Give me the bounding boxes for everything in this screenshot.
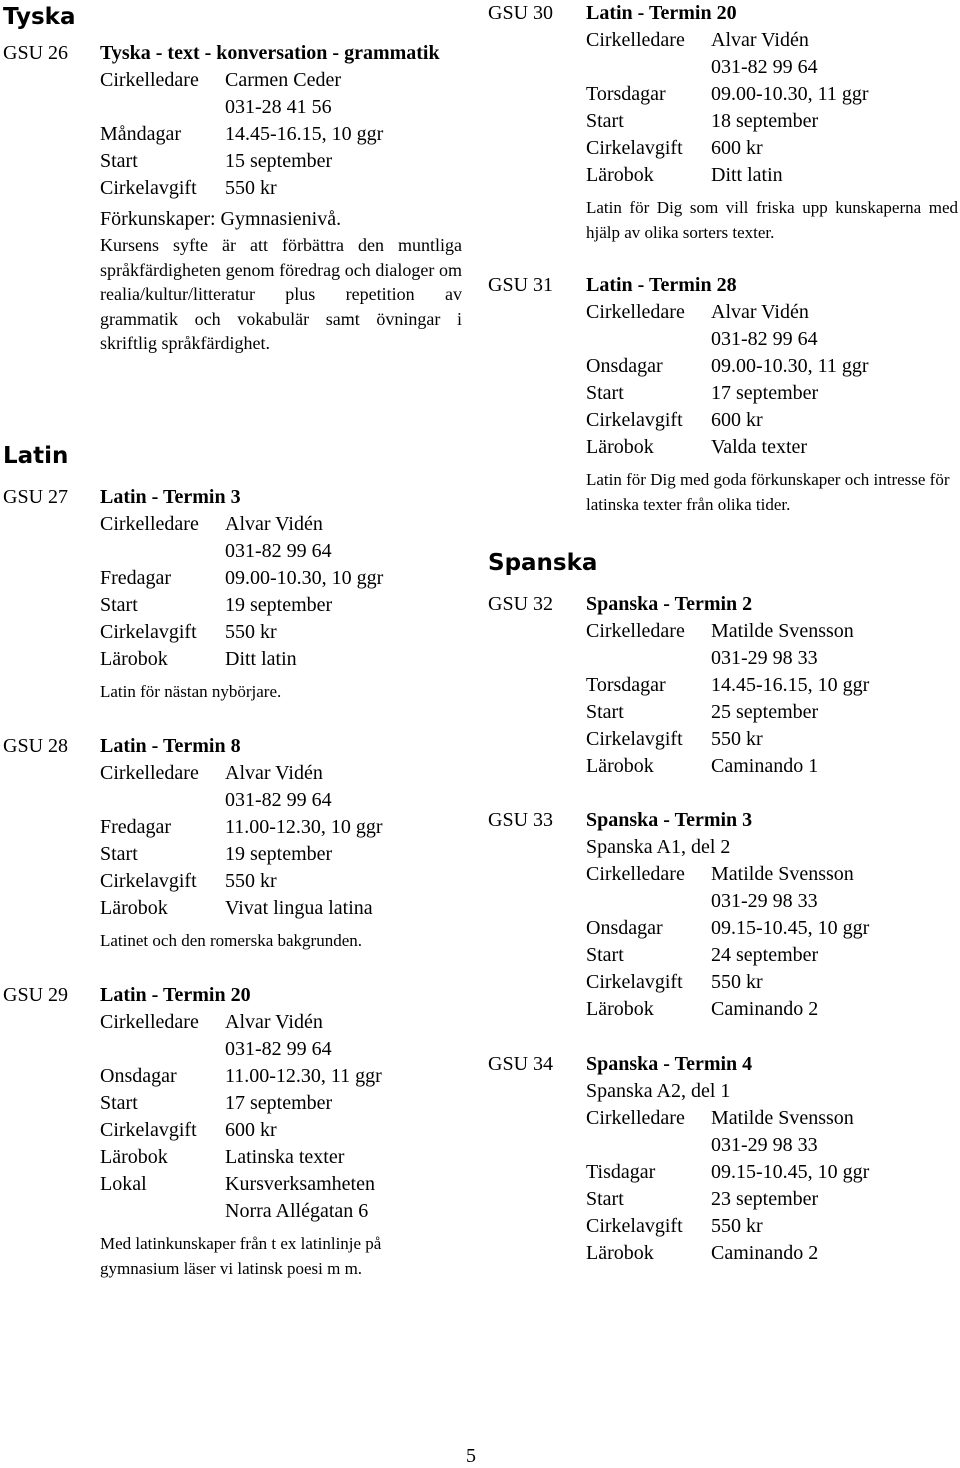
- section-heading-spanska: Spanska: [488, 550, 598, 576]
- time-value: 11.00-12.30, 11 ggr: [225, 1065, 382, 1087]
- leader-label: Cirkelledare: [586, 863, 685, 885]
- schedule-row: [586, 1159, 958, 1186]
- course-subtitle: Spanska A2, del 1: [586, 1080, 731, 1102]
- book-label: Lärobok: [586, 1242, 654, 1264]
- leader-label: Cirkelledare: [100, 762, 199, 784]
- schedule-row: [586, 81, 958, 108]
- course-description: Latin för Dig med goda förkunskaper och intresse för latinska texter från olika tider.: [586, 470, 950, 514]
- day-label: Måndagar: [100, 123, 182, 145]
- start-label: Start: [100, 843, 138, 865]
- start-label: Start: [586, 110, 624, 132]
- schedule-row: [100, 121, 462, 148]
- phone-row: [586, 888, 958, 915]
- phone-row: [100, 538, 462, 565]
- start-row: [586, 380, 958, 407]
- location-address-row: [100, 1198, 462, 1225]
- phone-value: 031-82 99 64: [225, 1038, 332, 1060]
- day-label: Tisdagar: [586, 1161, 656, 1183]
- course-body: [586, 272, 958, 517]
- day-label: Fredagar: [100, 567, 172, 589]
- location-value: Kursverksamheten: [225, 1173, 375, 1195]
- leader-value: Alvar Vidén: [225, 762, 323, 784]
- fee-label: Cirkelavgift: [586, 728, 683, 750]
- book-label: Lärobok: [586, 998, 654, 1020]
- book-label: Lärobok: [100, 897, 168, 919]
- course-title: Latin - Termin 20: [586, 2, 737, 24]
- phone-value: 031-82 99 64: [711, 56, 818, 78]
- book-value: Caminando 2: [711, 998, 819, 1020]
- leader-value: Matilde Svensson: [711, 620, 854, 642]
- leader-label: Cirkelledare: [100, 1011, 199, 1033]
- start-label: Start: [586, 382, 624, 404]
- course-subtitle: Spanska A1, del 2: [586, 836, 731, 858]
- course-body: [586, 1051, 958, 1267]
- schedule-row: [586, 672, 958, 699]
- schedule-row: [586, 915, 958, 942]
- book-row: [586, 162, 958, 189]
- course-code: GSU 34: [488, 1053, 554, 1075]
- book-label: Lärobok: [100, 648, 168, 670]
- leader-row: [586, 27, 958, 54]
- course-title: Latin - Termin 28: [586, 274, 737, 296]
- fee-label: Cirkelavgift: [586, 971, 683, 993]
- fee-value: 600 kr: [711, 137, 763, 159]
- start-label: Start: [586, 1188, 624, 1210]
- book-value: Caminando 1: [711, 755, 819, 777]
- time-value: 09.00-10.30, 11 ggr: [711, 355, 869, 377]
- book-label: Lärobok: [586, 755, 654, 777]
- leader-row: [100, 67, 462, 94]
- start-label: Start: [586, 944, 624, 966]
- time-value: 09.15-10.45, 10 ggr: [711, 1161, 870, 1183]
- schedule-row: [100, 814, 462, 841]
- leader-value: Matilde Svensson: [711, 1107, 854, 1129]
- leader-label: Cirkelledare: [100, 69, 199, 91]
- book-row: [586, 996, 958, 1023]
- phone-row: [586, 326, 958, 353]
- book-label: Lärobok: [586, 164, 654, 186]
- fee-row: [100, 868, 462, 895]
- time-value: 09.00-10.30, 11 ggr: [711, 83, 869, 105]
- phone-value: 031-82 99 64: [225, 789, 332, 811]
- fee-value: 550 kr: [711, 728, 763, 750]
- leader-label: Cirkelledare: [586, 29, 685, 51]
- course-title: Spanska - Termin 3: [586, 809, 753, 831]
- fee-label: Cirkelavgift: [100, 177, 197, 199]
- course-body: [586, 807, 958, 1023]
- phone-row: [586, 54, 958, 81]
- start-value: 19 september: [225, 843, 333, 865]
- phone-value: 031-29 98 33: [711, 890, 818, 912]
- course-title: Latin - Termin 20: [100, 984, 251, 1006]
- leader-row: [586, 1105, 958, 1132]
- fee-value: 550 kr: [225, 621, 277, 643]
- time-value: 09.15-10.45, 10 ggr: [711, 917, 870, 939]
- leader-label: Cirkelledare: [586, 620, 685, 642]
- course-code: GSU 30: [488, 2, 554, 24]
- day-label: Onsdagar: [100, 1065, 177, 1087]
- course-title: Latin - Termin 3: [100, 486, 241, 508]
- book-row: [100, 646, 462, 673]
- book-value: Ditt latin: [225, 648, 297, 670]
- book-row: [100, 1144, 462, 1171]
- start-row: [586, 1186, 958, 1213]
- phone-value: 031-82 99 64: [225, 540, 332, 562]
- start-label: Start: [586, 701, 624, 723]
- start-value: 15 september: [225, 150, 333, 172]
- fee-row: [586, 726, 958, 753]
- course-code: GSU 27: [3, 486, 69, 508]
- course-title: Spanska - Termin 4: [586, 1053, 753, 1075]
- fee-row: [586, 407, 958, 434]
- leader-row: [100, 511, 462, 538]
- time-value: 09.00-10.30, 10 ggr: [225, 567, 384, 589]
- start-value: 23 september: [711, 1188, 819, 1210]
- course-code: GSU 28: [3, 735, 69, 757]
- fee-label: Cirkelavgift: [100, 1119, 197, 1141]
- leader-label: Cirkelledare: [100, 513, 199, 535]
- fee-row: [100, 619, 462, 646]
- time-value: 11.00-12.30, 10 ggr: [225, 816, 383, 838]
- course-code: GSU 33: [488, 809, 554, 831]
- fee-value: 550 kr: [711, 1215, 763, 1237]
- phone-value: 031-29 98 33: [711, 647, 818, 669]
- page-number: 5: [466, 1445, 476, 1467]
- fee-label: Cirkelavgift: [586, 409, 683, 431]
- phone-row: [100, 787, 462, 814]
- fee-value: 600 kr: [711, 409, 763, 431]
- course-code: GSU 32: [488, 593, 554, 615]
- schedule-row: [586, 353, 958, 380]
- location-label: Lokal: [100, 1173, 147, 1195]
- fee-row: [586, 1213, 958, 1240]
- book-value: Ditt latin: [711, 164, 783, 186]
- day-label: Fredagar: [100, 816, 172, 838]
- book-row: [586, 753, 958, 780]
- leader-row: [100, 1009, 462, 1036]
- book-label: Lärobok: [100, 1146, 168, 1168]
- start-row: [586, 108, 958, 135]
- start-value: 24 september: [711, 944, 819, 966]
- leader-row: [586, 861, 958, 888]
- fee-value: 550 kr: [711, 971, 763, 993]
- course-description: Latinet och den romerska bakgrunden.: [100, 931, 362, 950]
- fee-row: [586, 135, 958, 162]
- start-row: [100, 841, 462, 868]
- leader-row: [586, 299, 958, 326]
- book-label: Lärobok: [586, 436, 654, 458]
- course-description: Latin för Dig som vill friska upp kunskaperna med hjälp av olika sorters texter.: [586, 198, 958, 242]
- book-row: [586, 1240, 958, 1267]
- section-heading-tyska: Tyska: [3, 4, 76, 30]
- course-title: Spanska - Termin 2: [586, 593, 753, 615]
- leader-label: Cirkelledare: [586, 1107, 685, 1129]
- leader-row: [586, 618, 958, 645]
- fee-row: [100, 175, 462, 202]
- day-label: Onsdagar: [586, 917, 663, 939]
- course-body: [586, 591, 958, 780]
- leader-value: Alvar Vidén: [225, 513, 323, 535]
- start-value: 19 september: [225, 594, 333, 616]
- phone-row: [586, 645, 958, 672]
- section-heading-latin: Latin: [3, 443, 69, 469]
- prerequisites: Förkunskaper: Gymnasienivå.: [100, 208, 342, 230]
- start-row: [100, 592, 462, 619]
- book-row: [586, 434, 958, 461]
- schedule-row: [100, 565, 462, 592]
- start-row: [586, 942, 958, 969]
- fee-value: 600 kr: [225, 1119, 277, 1141]
- location-address: Norra Allégatan 6: [225, 1200, 369, 1222]
- phone-row: [586, 1132, 958, 1159]
- fee-label: Cirkelavgift: [586, 137, 683, 159]
- book-value: Valda texter: [711, 436, 808, 458]
- course-description: Med latinkunskaper från t ex latinlinje på gymnasium läser vi latinsk poesi m m.: [100, 1234, 382, 1278]
- fee-label: Cirkelavgift: [100, 870, 197, 892]
- day-label: Onsdagar: [586, 355, 663, 377]
- phone-value: 031-28 41 56: [225, 96, 332, 118]
- course-body: [100, 484, 462, 705]
- fee-value: 550 kr: [225, 177, 277, 199]
- start-label: Start: [100, 594, 138, 616]
- course-body: [100, 733, 462, 954]
- course-code: GSU 29: [3, 984, 69, 1006]
- start-row: [100, 148, 462, 175]
- fee-label: Cirkelavgift: [100, 621, 197, 643]
- fee-value: 550 kr: [225, 870, 277, 892]
- leader-value: Matilde Svensson: [711, 863, 854, 885]
- schedule-row: [100, 1063, 462, 1090]
- course-title: Tyska - text - konversation - grammatik: [100, 42, 440, 64]
- start-value: 25 september: [711, 701, 819, 723]
- leader-value: Alvar Vidén: [711, 301, 809, 323]
- day-label: Torsdagar: [586, 674, 666, 696]
- phone-value: 031-82 99 64: [711, 328, 818, 350]
- course-body: [100, 40, 462, 356]
- leader-value: Alvar Vidén: [711, 29, 809, 51]
- start-row: [100, 1090, 462, 1117]
- leader-value: Alvar Vidén: [225, 1011, 323, 1033]
- location-row: [100, 1171, 462, 1198]
- day-label: Torsdagar: [586, 83, 666, 105]
- leader-value: Carmen Ceder: [225, 69, 342, 91]
- start-label: Start: [100, 150, 138, 172]
- phone-row: [100, 1036, 462, 1063]
- fee-row: [100, 1117, 462, 1144]
- start-label: Start: [100, 1092, 138, 1114]
- course-code: GSU 26: [3, 42, 69, 64]
- course-body: [100, 982, 462, 1281]
- start-value: 17 september: [711, 382, 819, 404]
- leader-row: [100, 760, 462, 787]
- fee-row: [586, 969, 958, 996]
- phone-row: [100, 94, 462, 121]
- start-value: 17 september: [225, 1092, 333, 1114]
- book-value: Caminando 2: [711, 1242, 819, 1264]
- time-value: 14.45-16.15, 10 ggr: [711, 674, 870, 696]
- course-description: Kursens syfte är att förbättra den muntliga språkfärdigheten genom föredrag och dialoger om realia/kultur/litteratur plus repetition av grammatik och vokabulär samt övningar i skriftlig språkfärdighet.: [100, 235, 462, 353]
- course-code: GSU 31: [488, 274, 554, 296]
- start-row: [586, 699, 958, 726]
- course-title: Latin - Termin 8: [100, 735, 241, 757]
- time-value: 14.45-16.15, 10 ggr: [225, 123, 384, 145]
- course-description: Latin för nästan nybörjare.: [100, 682, 282, 701]
- book-value: Vivat lingua latina: [225, 897, 373, 919]
- start-value: 18 september: [711, 110, 819, 132]
- book-value: Latinska texter: [225, 1146, 345, 1168]
- course-body: [586, 0, 958, 245]
- phone-value: 031-29 98 33: [711, 1134, 818, 1156]
- fee-label: Cirkelavgift: [586, 1215, 683, 1237]
- book-row: [100, 895, 462, 922]
- leader-label: Cirkelledare: [586, 301, 685, 323]
